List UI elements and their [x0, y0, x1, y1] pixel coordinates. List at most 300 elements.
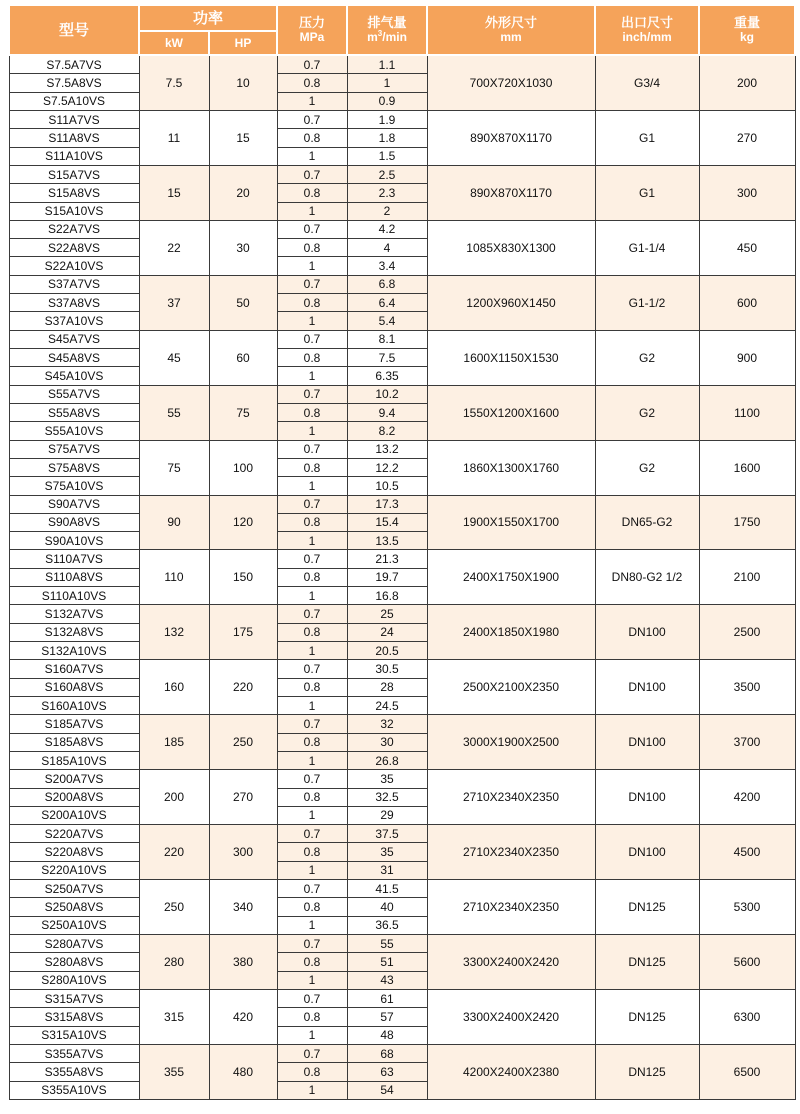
hp-cell: 100	[209, 440, 277, 495]
model-cell: S90A8VS	[9, 513, 139, 531]
model-cell: S160A8VS	[9, 678, 139, 696]
pressure-cell: 1	[277, 257, 347, 275]
airflow-cell: 21.3	[347, 550, 427, 568]
outlet-cell: DN100	[595, 605, 699, 660]
header-weight-unit: kg	[740, 30, 755, 44]
table-row	[9, 715, 795, 733]
pressure-cell: 0.8	[277, 458, 347, 476]
pressure-cell: 1	[277, 532, 347, 550]
airflow-cell: 32.5	[347, 788, 427, 806]
pressure-cell: 1	[277, 422, 347, 440]
spec-table-container	[8, 4, 794, 1100]
outlet-cell: DN100	[595, 715, 699, 770]
pressure-cell: 0.7	[277, 110, 347, 128]
airflow-cell: 17.3	[347, 495, 427, 513]
pressure-cell: 0.8	[277, 184, 347, 202]
model-cell: S90A7VS	[9, 495, 139, 513]
kw-cell: 200	[139, 770, 209, 825]
model-cell: S132A8VS	[9, 623, 139, 641]
kw-cell: 7.5	[139, 55, 209, 110]
airflow-cell: 0.9	[347, 92, 427, 110]
airflow-cell: 3.4	[347, 257, 427, 275]
hp-cell: 250	[209, 715, 277, 770]
header-kw: kW	[139, 31, 209, 55]
model-cell: S132A10VS	[9, 642, 139, 660]
hp-cell: 175	[209, 605, 277, 660]
airflow-cell: 4.2	[347, 220, 427, 238]
pressure-cell: 1	[277, 806, 347, 824]
hp-cell: 50	[209, 275, 277, 330]
weight-cell: 600	[699, 275, 795, 330]
hp-cell: 270	[209, 770, 277, 825]
airflow-unit-m: m	[367, 30, 378, 44]
pressure-cell: 0.7	[277, 165, 347, 183]
table-row	[9, 605, 795, 623]
pressure-cell: 0.7	[277, 330, 347, 348]
outlet-cell: DN125	[595, 880, 699, 935]
model-cell: S200A10VS	[9, 806, 139, 824]
airflow-cell: 30	[347, 733, 427, 751]
model-cell: S110A7VS	[9, 550, 139, 568]
header-hp: HP	[209, 31, 277, 55]
weight-cell: 1100	[699, 385, 795, 440]
model-cell: S37A10VS	[9, 312, 139, 330]
outlet-cell: DN125	[595, 935, 699, 990]
kw-cell: 160	[139, 660, 209, 715]
airflow-cell: 1.9	[347, 110, 427, 128]
airflow-cell: 19.7	[347, 568, 427, 586]
airflow-cell: 32	[347, 715, 427, 733]
header-pressure-unit: MPa	[299, 30, 325, 44]
weight-cell: 1750	[699, 495, 795, 550]
weight-cell: 900	[699, 330, 795, 385]
pressure-cell: 1	[277, 1081, 347, 1099]
hp-cell: 75	[209, 385, 277, 440]
outlet-cell: G2	[595, 385, 699, 440]
weight-cell: 2100	[699, 550, 795, 605]
outlet-cell: G1	[595, 110, 699, 165]
dimensions-cell: 2710X2340X2350	[427, 880, 595, 935]
model-cell: S355A8VS	[9, 1063, 139, 1081]
dimensions-cell: 1860X1300X1760	[427, 440, 595, 495]
pressure-cell: 0.8	[277, 623, 347, 641]
kw-cell: 110	[139, 550, 209, 605]
pressure-cell: 1	[277, 861, 347, 879]
kw-cell: 250	[139, 880, 209, 935]
pressure-cell: 0.7	[277, 825, 347, 843]
airflow-cell: 2	[347, 202, 427, 220]
header-dimensions-label: 外形尺寸	[485, 15, 538, 30]
outlet-cell: DN100	[595, 825, 699, 880]
pressure-cell: 0.7	[277, 550, 347, 568]
airflow-cell: 7.5	[347, 349, 427, 367]
dimensions-cell: 700X720X1030	[427, 55, 595, 110]
airflow-cell: 61	[347, 989, 427, 1007]
model-cell: S315A8VS	[9, 1008, 139, 1026]
pressure-cell: 1	[277, 202, 347, 220]
hp-cell: 150	[209, 550, 277, 605]
airflow-cell: 20.5	[347, 642, 427, 660]
airflow-cell: 4	[347, 239, 427, 257]
airflow-cell: 2.5	[347, 165, 427, 183]
airflow-cell: 5.4	[347, 312, 427, 330]
pressure-cell: 0.7	[277, 275, 347, 293]
model-cell: S75A7VS	[9, 440, 139, 458]
pressure-cell: 0.7	[277, 1044, 347, 1062]
table-row	[9, 989, 795, 1007]
kw-cell: 15	[139, 165, 209, 220]
outlet-cell: DN100	[595, 660, 699, 715]
airflow-cell: 24	[347, 623, 427, 641]
pressure-cell: 0.8	[277, 843, 347, 861]
airflow-cell: 10.2	[347, 385, 427, 403]
pressure-cell: 0.8	[277, 1063, 347, 1081]
model-cell: S22A10VS	[9, 257, 139, 275]
hp-cell: 30	[209, 220, 277, 275]
airflow-cell: 63	[347, 1063, 427, 1081]
model-cell: S110A10VS	[9, 587, 139, 605]
dimensions-cell: 1200X960X1450	[427, 275, 595, 330]
pressure-cell: 0.7	[277, 715, 347, 733]
airflow-cell: 43	[347, 971, 427, 989]
pressure-cell: 0.8	[277, 568, 347, 586]
model-cell: S7.5A8VS	[9, 74, 139, 92]
pressure-cell: 0.7	[277, 660, 347, 678]
table-row	[9, 770, 795, 788]
model-cell: S11A8VS	[9, 129, 139, 147]
table-row	[9, 495, 795, 513]
header-model: 型号	[9, 5, 139, 55]
pressure-cell: 1	[277, 367, 347, 385]
airflow-cell: 30.5	[347, 660, 427, 678]
kw-cell: 55	[139, 385, 209, 440]
pressure-cell: 1	[277, 916, 347, 934]
header-weight-label: 重量	[734, 15, 761, 30]
kw-cell: 280	[139, 935, 209, 990]
model-cell: S185A8VS	[9, 733, 139, 751]
kw-cell: 132	[139, 605, 209, 660]
weight-cell: 270	[699, 110, 795, 165]
hp-cell: 340	[209, 880, 277, 935]
header-dimensions	[427, 5, 595, 55]
airflow-cell: 10.5	[347, 477, 427, 495]
airflow-cell: 48	[347, 1026, 427, 1044]
pressure-cell: 0.8	[277, 403, 347, 421]
model-cell: S160A7VS	[9, 660, 139, 678]
hp-cell: 420	[209, 989, 277, 1044]
table-row	[9, 330, 795, 348]
weight-cell: 6500	[699, 1044, 795, 1099]
pressure-cell: 0.8	[277, 1008, 347, 1026]
airflow-cell: 26.8	[347, 751, 427, 769]
outlet-cell: G2	[595, 330, 699, 385]
hp-cell: 220	[209, 660, 277, 715]
model-cell: S22A8VS	[9, 239, 139, 257]
dimensions-cell: 1550X1200X1600	[427, 385, 595, 440]
model-cell: S55A10VS	[9, 422, 139, 440]
airflow-cell: 6.4	[347, 294, 427, 312]
header-weight	[699, 5, 795, 55]
airflow-unit-min: /min	[382, 30, 407, 44]
airflow-cell: 36.5	[347, 916, 427, 934]
airflow-cell: 9.4	[347, 403, 427, 421]
header-outlet-unit: inch/mm	[622, 30, 672, 44]
table-row	[9, 1044, 795, 1062]
airflow-cell: 35	[347, 843, 427, 861]
pressure-cell: 0.8	[277, 349, 347, 367]
header-power: 功率	[139, 5, 277, 31]
airflow-cell: 40	[347, 898, 427, 916]
table-row	[9, 660, 795, 678]
airflow-cell: 29	[347, 806, 427, 824]
airflow-cell: 8.1	[347, 330, 427, 348]
model-cell: S200A8VS	[9, 788, 139, 806]
airflow-cell: 24.5	[347, 696, 427, 714]
airflow-cell: 41.5	[347, 880, 427, 898]
dimensions-cell: 2710X2340X2350	[427, 770, 595, 825]
model-cell: S75A10VS	[9, 477, 139, 495]
weight-cell: 200	[699, 55, 795, 110]
pressure-cell: 0.8	[277, 239, 347, 257]
pressure-cell: 1	[277, 971, 347, 989]
weight-cell: 4500	[699, 825, 795, 880]
kw-cell: 220	[139, 825, 209, 880]
model-cell: S315A10VS	[9, 1026, 139, 1044]
kw-cell: 315	[139, 989, 209, 1044]
table-row	[9, 550, 795, 568]
model-cell: S37A7VS	[9, 275, 139, 293]
header-outlet	[595, 5, 699, 55]
airflow-cell: 13.2	[347, 440, 427, 458]
hp-cell: 380	[209, 935, 277, 990]
hp-cell: 480	[209, 1044, 277, 1099]
hp-cell: 10	[209, 55, 277, 110]
pressure-cell: 1	[277, 477, 347, 495]
table-row	[9, 935, 795, 953]
airflow-cell: 12.2	[347, 458, 427, 476]
pressure-cell: 0.7	[277, 220, 347, 238]
kw-cell: 11	[139, 110, 209, 165]
header-row-1	[9, 5, 795, 31]
model-cell: S110A8VS	[9, 568, 139, 586]
model-cell: S220A8VS	[9, 843, 139, 861]
model-cell: S280A10VS	[9, 971, 139, 989]
pressure-cell: 0.8	[277, 898, 347, 916]
kw-cell: 185	[139, 715, 209, 770]
outlet-cell: G1-1/2	[595, 275, 699, 330]
hp-cell: 15	[209, 110, 277, 165]
model-cell: S200A7VS	[9, 770, 139, 788]
model-cell: S11A10VS	[9, 147, 139, 165]
kw-cell: 75	[139, 440, 209, 495]
kw-cell: 22	[139, 220, 209, 275]
hp-cell: 60	[209, 330, 277, 385]
pressure-cell: 1	[277, 312, 347, 330]
model-cell: S45A8VS	[9, 349, 139, 367]
airflow-cell: 35	[347, 770, 427, 788]
pressure-cell: 0.7	[277, 55, 347, 74]
airflow-cell: 6.35	[347, 367, 427, 385]
model-cell: S160A10VS	[9, 696, 139, 714]
weight-cell: 3500	[699, 660, 795, 715]
model-cell: S37A8VS	[9, 294, 139, 312]
model-cell: S132A7VS	[9, 605, 139, 623]
outlet-cell: DN80-G2 1/2	[595, 550, 699, 605]
model-cell: S355A10VS	[9, 1081, 139, 1099]
model-cell: S280A7VS	[9, 935, 139, 953]
dimensions-cell: 1600X1150X1530	[427, 330, 595, 385]
model-cell: S315A7VS	[9, 989, 139, 1007]
header-pressure-label: 压力	[299, 15, 326, 30]
header-outlet-label: 出口尺寸	[621, 15, 674, 30]
dimensions-cell: 3000X1900X2500	[427, 715, 595, 770]
table-row	[9, 440, 795, 458]
pressure-cell: 0.7	[277, 770, 347, 788]
hp-cell: 120	[209, 495, 277, 550]
table-row	[9, 385, 795, 403]
pressure-cell: 0.7	[277, 495, 347, 513]
model-cell: S22A7VS	[9, 220, 139, 238]
dimensions-cell: 2400X1750X1900	[427, 550, 595, 605]
pressure-cell: 1	[277, 147, 347, 165]
airflow-unit-sup: 3	[377, 29, 383, 38]
model-cell: S45A7VS	[9, 330, 139, 348]
model-cell: S280A8VS	[9, 953, 139, 971]
outlet-cell: G3/4	[595, 55, 699, 110]
airflow-cell: 51	[347, 953, 427, 971]
dimensions-cell: 2500X2100X2350	[427, 660, 595, 715]
model-cell: S15A7VS	[9, 165, 139, 183]
hp-cell: 300	[209, 825, 277, 880]
model-cell: S90A10VS	[9, 532, 139, 550]
spec-table	[8, 4, 796, 1100]
header-airflow-unit	[348, 30, 426, 45]
model-cell: S55A8VS	[9, 403, 139, 421]
table-row	[9, 110, 795, 128]
hp-cell: 20	[209, 165, 277, 220]
airflow-cell: 16.8	[347, 587, 427, 605]
pressure-cell: 1	[277, 587, 347, 605]
model-cell: S250A10VS	[9, 916, 139, 934]
model-cell: S220A7VS	[9, 825, 139, 843]
table-row	[9, 880, 795, 898]
dimensions-cell: 3300X2400X2420	[427, 935, 595, 990]
pressure-cell: 0.8	[277, 733, 347, 751]
spec-table-body	[9, 55, 795, 1099]
weight-cell: 5600	[699, 935, 795, 990]
airflow-cell: 2.3	[347, 184, 427, 202]
airflow-cell: 15.4	[347, 513, 427, 531]
dimensions-cell: 2400X1850X1980	[427, 605, 595, 660]
airflow-cell: 25	[347, 605, 427, 623]
header-airflow-label: 排气量	[367, 15, 407, 30]
pressure-cell: 1	[277, 696, 347, 714]
table-row	[9, 825, 795, 843]
weight-cell: 3700	[699, 715, 795, 770]
weight-cell: 300	[699, 165, 795, 220]
model-cell: S185A7VS	[9, 715, 139, 733]
dimensions-cell: 2710X2340X2350	[427, 825, 595, 880]
airflow-cell: 55	[347, 935, 427, 953]
weight-cell: 1600	[699, 440, 795, 495]
airflow-cell: 1	[347, 74, 427, 92]
pressure-cell: 0.7	[277, 440, 347, 458]
pressure-cell: 0.8	[277, 74, 347, 92]
dimensions-cell: 1085X830X1300	[427, 220, 595, 275]
pressure-cell: 0.8	[277, 513, 347, 531]
header-pressure	[277, 5, 347, 55]
model-cell: S55A7VS	[9, 385, 139, 403]
table-row	[9, 55, 795, 74]
pressure-cell: 1	[277, 751, 347, 769]
weight-cell: 4200	[699, 770, 795, 825]
model-cell: S75A8VS	[9, 458, 139, 476]
kw-cell: 45	[139, 330, 209, 385]
outlet-cell: DN65-G2	[595, 495, 699, 550]
pressure-cell: 0.8	[277, 788, 347, 806]
airflow-cell: 37.5	[347, 825, 427, 843]
airflow-cell: 68	[347, 1044, 427, 1062]
airflow-cell: 13.5	[347, 532, 427, 550]
pressure-cell: 0.8	[277, 129, 347, 147]
airflow-cell: 1.8	[347, 129, 427, 147]
header-airflow	[347, 5, 427, 55]
pressure-cell: 0.7	[277, 935, 347, 953]
model-cell: S250A8VS	[9, 898, 139, 916]
weight-cell: 5300	[699, 880, 795, 935]
model-cell: S220A10VS	[9, 861, 139, 879]
pressure-cell: 0.8	[277, 678, 347, 696]
outlet-cell: DN100	[595, 770, 699, 825]
dimensions-cell: 4200X2400X2380	[427, 1044, 595, 1099]
model-cell: S15A8VS	[9, 184, 139, 202]
pressure-cell: 0.7	[277, 989, 347, 1007]
model-cell: S11A7VS	[9, 110, 139, 128]
outlet-cell: G2	[595, 440, 699, 495]
table-row	[9, 165, 795, 183]
pressure-cell: 0.7	[277, 605, 347, 623]
pressure-cell: 0.7	[277, 385, 347, 403]
model-cell: S7.5A7VS	[9, 55, 139, 74]
weight-cell: 2500	[699, 605, 795, 660]
model-cell: S15A10VS	[9, 202, 139, 220]
airflow-cell: 54	[347, 1081, 427, 1099]
pressure-cell: 1	[277, 1026, 347, 1044]
outlet-cell: DN125	[595, 989, 699, 1044]
outlet-cell: G1	[595, 165, 699, 220]
airflow-cell: 28	[347, 678, 427, 696]
airflow-cell: 8.2	[347, 422, 427, 440]
weight-cell: 450	[699, 220, 795, 275]
table-row	[9, 275, 795, 293]
header-dimensions-unit: mm	[500, 30, 522, 44]
model-cell: S7.5A10VS	[9, 92, 139, 110]
pressure-cell: 1	[277, 642, 347, 660]
outlet-cell: DN125	[595, 1044, 699, 1099]
dimensions-cell: 890X870X1170	[427, 110, 595, 165]
weight-cell: 6300	[699, 989, 795, 1044]
dimensions-cell: 3300X2400X2420	[427, 989, 595, 1044]
model-cell: S185A10VS	[9, 751, 139, 769]
kw-cell: 355	[139, 1044, 209, 1099]
airflow-cell: 1.5	[347, 147, 427, 165]
pressure-cell: 0.8	[277, 294, 347, 312]
kw-cell: 37	[139, 275, 209, 330]
dimensions-cell: 1900X1550X1700	[427, 495, 595, 550]
pressure-cell: 0.7	[277, 880, 347, 898]
model-cell: S355A7VS	[9, 1044, 139, 1062]
outlet-cell: G1-1/4	[595, 220, 699, 275]
